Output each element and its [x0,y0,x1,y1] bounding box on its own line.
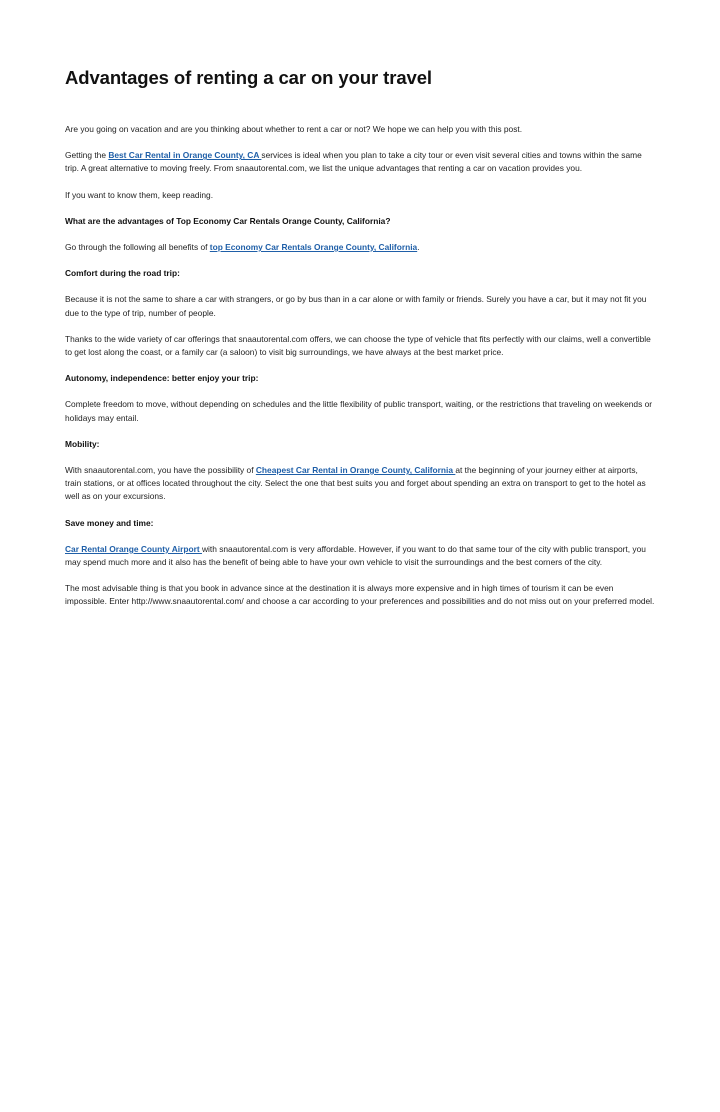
paragraph-freedom: Complete freedom to move, without depending on schedules and the little flexibility of public transport, waiting, or the restrictions that traveling on weekends or holidays may entail. [65,399,653,423]
heading-autonomy: Autonomy, independence: better enjoy your trip: [65,373,259,384]
link-airport-rental[interactable]: Car Rental Orange County Airport [65,543,202,554]
link-best-car-rental[interactable]: Best Car Rental in Orange County, CA [108,150,262,161]
link-cheapest-car-rental[interactable]: Cheapest Car Rental in Orange County, California [255,465,456,476]
paragraph-variety: Thanks to the wide variety of car offerings that snaautorental.com offers, we can choose the type of vehicle that fits perfectly with our claims, well a convertible to get lost along the coast, or a family car (a saloon) to visit big surroundings, we have always at the best market price. [65,333,651,358]
paragraph-airport [65,543,655,569]
paragraph-intro: Are you going on vacation and are you thinking about whether to rent a car or not? We hope we can help you with this post. [65,124,523,134]
heading-advantages: What are the advantages of Top Economy Car Rentals Orange County, California? [65,215,391,226]
paragraph-best-car-rental [65,149,655,175]
paragraph-benefits [65,241,655,254]
heading-comfort: Comfort during the road trip: [65,268,180,279]
document-body [65,66,655,609]
heading-mobility: Mobility: [65,438,100,449]
text-span: . [417,242,420,253]
paragraph-mobility [65,464,655,504]
paragraph-book-advance: The most advisable thing is that you book in advance since at the destination it is always more expensive and in high times of tourism it can be even impossible. Enter http://www.snaautorental.com/ and choose a car according to your preferences and possibilities and do not miss out on your preferred model. [65,583,655,607]
text-span: Getting the [65,150,109,161]
page-title: Advantages of renting a car on your travel [65,67,432,88]
text-span: with snaautorental.com is very affordable. However, if you want to do that same tour of the city with public transport, you may spend much more and it also has the benefit of being able to have your own vehicle to visit the surroundings and the best corners of the city. [65,543,646,568]
heading-save: Save money and time: [65,517,154,528]
text-span: services is ideal when you plan to take a city tour or even visit several cities and towns within the same trip. A great alternative to moving freely. From snaautorental.com, we list the unique advantages that renting a car on vacation provides you. [65,150,642,174]
text-span: at the beginning of your journey either at airports, train stations, or at offices located throughout the city. Select the one that best suits you and forget about spending an extra on transport to get to the hotel as well as on your excursions. [65,465,646,502]
paragraph-comfort: Because it is not the same to share a car with strangers, or go by bus than in a car alone or with family or friends. Surely you have a car, but it may not fit you due to the type of trip, number of people. [65,294,647,318]
text-span: With snaautorental.com, you have the possibility of [65,465,256,476]
text-span: Go through the following all benefits of [65,242,210,253]
link-top-economy-rentals[interactable]: top Economy Car Rentals Orange County, California [209,242,418,253]
paragraph-keep-reading: If you want to know them, keep reading. [65,189,214,200]
